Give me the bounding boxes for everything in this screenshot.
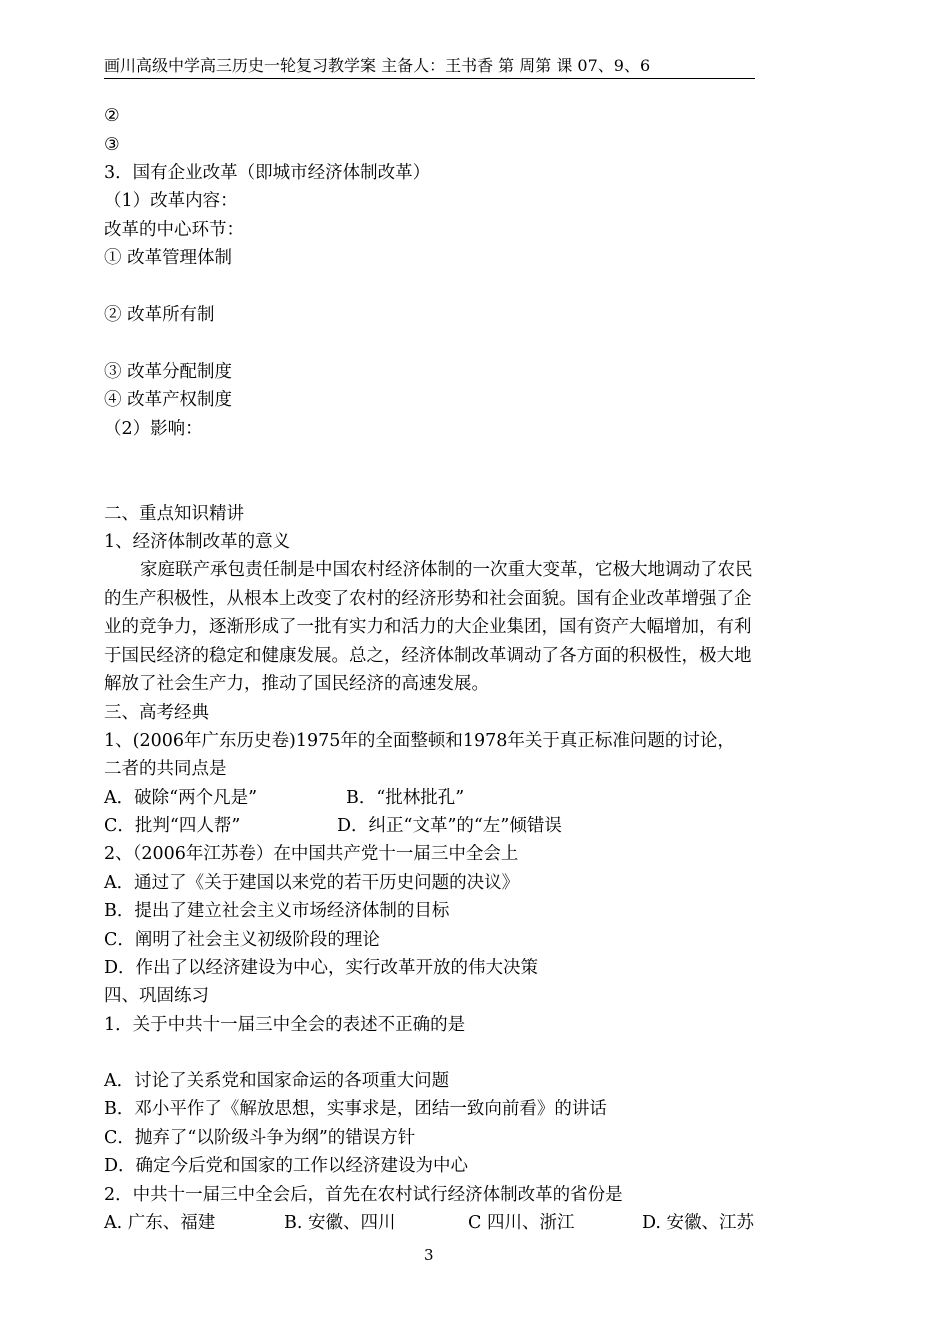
option-d: D. 安徽、江苏 [642,1213,755,1233]
option-a: A．破除“两个凡是” [104,788,258,808]
item-2: ② [104,106,120,126]
option-c: C．批判“四人帮” [104,816,241,836]
practice-q1-option-d: D．确定今后党和国家的工作以经济建设为中心 [104,1156,469,1176]
reform-item-property: ④ 改革产权制度 [104,390,233,410]
exam-q1-text-cont: 二者的共同点是 [104,759,227,779]
exam-q2-option-b: B．提出了建立社会主义市场经济体制的目标 [104,901,450,921]
practice-q1-option-c: C．抛弃了“以阶级斗争为纲”的错误方针 [104,1128,416,1148]
exam-q2-option-d: D．作出了以经济建设为中心，实行改革开放的伟大决策 [104,958,539,978]
exam-q2-text: 2、（2006年江苏卷）在中国共产党十一届三中全会上 [104,844,519,864]
practice-q2-text: 2．中共十一届三中全会后，首先在农村试行经济体制改革的省份是 [104,1185,623,1205]
practice-q2-options [104,1211,764,1235]
impact-label: （2）影响： [104,419,203,439]
option-b: B. 安徽、四川 [284,1213,396,1233]
page-header: 画川高级中学高三历史一轮复习教学案 主备人：王书香 第 周第 课 07、9、6 [104,56,755,79]
practice-q1-option-a: A．讨论了关系党和国家命运的各项重大问题 [104,1071,450,1091]
option-a: A. 广东、福建 [104,1213,216,1233]
exam-q2-option-a: A．通过了《关于建国以来党的若干历史问题的决议》 [104,873,520,893]
option-c: C 四川、浙江 [468,1213,575,1233]
reform-item-management: ① 改革管理体制 [104,248,233,268]
reform-content-label: （1）改革内容： [104,191,238,211]
exam-q1-options-row1 [104,786,754,810]
section-practice: 四、巩固练习 [104,986,209,1006]
reform-core-label: 改革的中心环节： [104,220,244,240]
section-soe-reform: 3．国有企业改革（即城市经济体制改革） [104,163,431,183]
practice-q1-option-b: B．邓小平作了《解放思想，实事求是，团结一致向前看》的讲话 [104,1099,607,1119]
practice-q1-text: 1．关于中共十一届三中全会的表述不正确的是 [104,1015,466,1035]
significance-paragraph: 家庭联产承包责任制是中国农村经济体制的一次重大变革，它极大地调动了农民的生产积极性，从根本上改变了农村的经济形势和社会面貌。国有企业改革增强了企业的竞争力，逐渐形成了一批有实力和活力的大企业集团，国有资产大幅增加，有利于国民经济的稳定和健康发展。总之，经济体制改革调动了各方面的积极性，极大地解放了社会生产力，推动了国民经济的高速发展。 [104,560,753,694]
reform-item-ownership: ② 改革所有制 [104,305,215,325]
exam-q1-text: 1、(2006年广东历史卷)1975年的全面整顿和1978年关于真正标准问题的讨论， [104,731,735,751]
page-number: 3 [424,1246,434,1264]
reform-item-distribution: ③ 改革分配制度 [104,362,233,382]
section-exam-classics: 三、高考经典 [104,703,209,723]
item-3: ③ [104,135,120,155]
option-b: B．“批林批孔” [346,788,465,808]
option-d: D．纠正“文革”的“左”倾错误 [337,816,562,836]
section-key-knowledge: 二、重点知识精讲 [104,504,244,524]
exam-q1-options-row2 [104,814,754,838]
subsection-significance: 1、经济体制改革的意义 [104,532,291,552]
exam-q2-option-c: C．阐明了社会主义初级阶段的理论 [104,930,380,950]
